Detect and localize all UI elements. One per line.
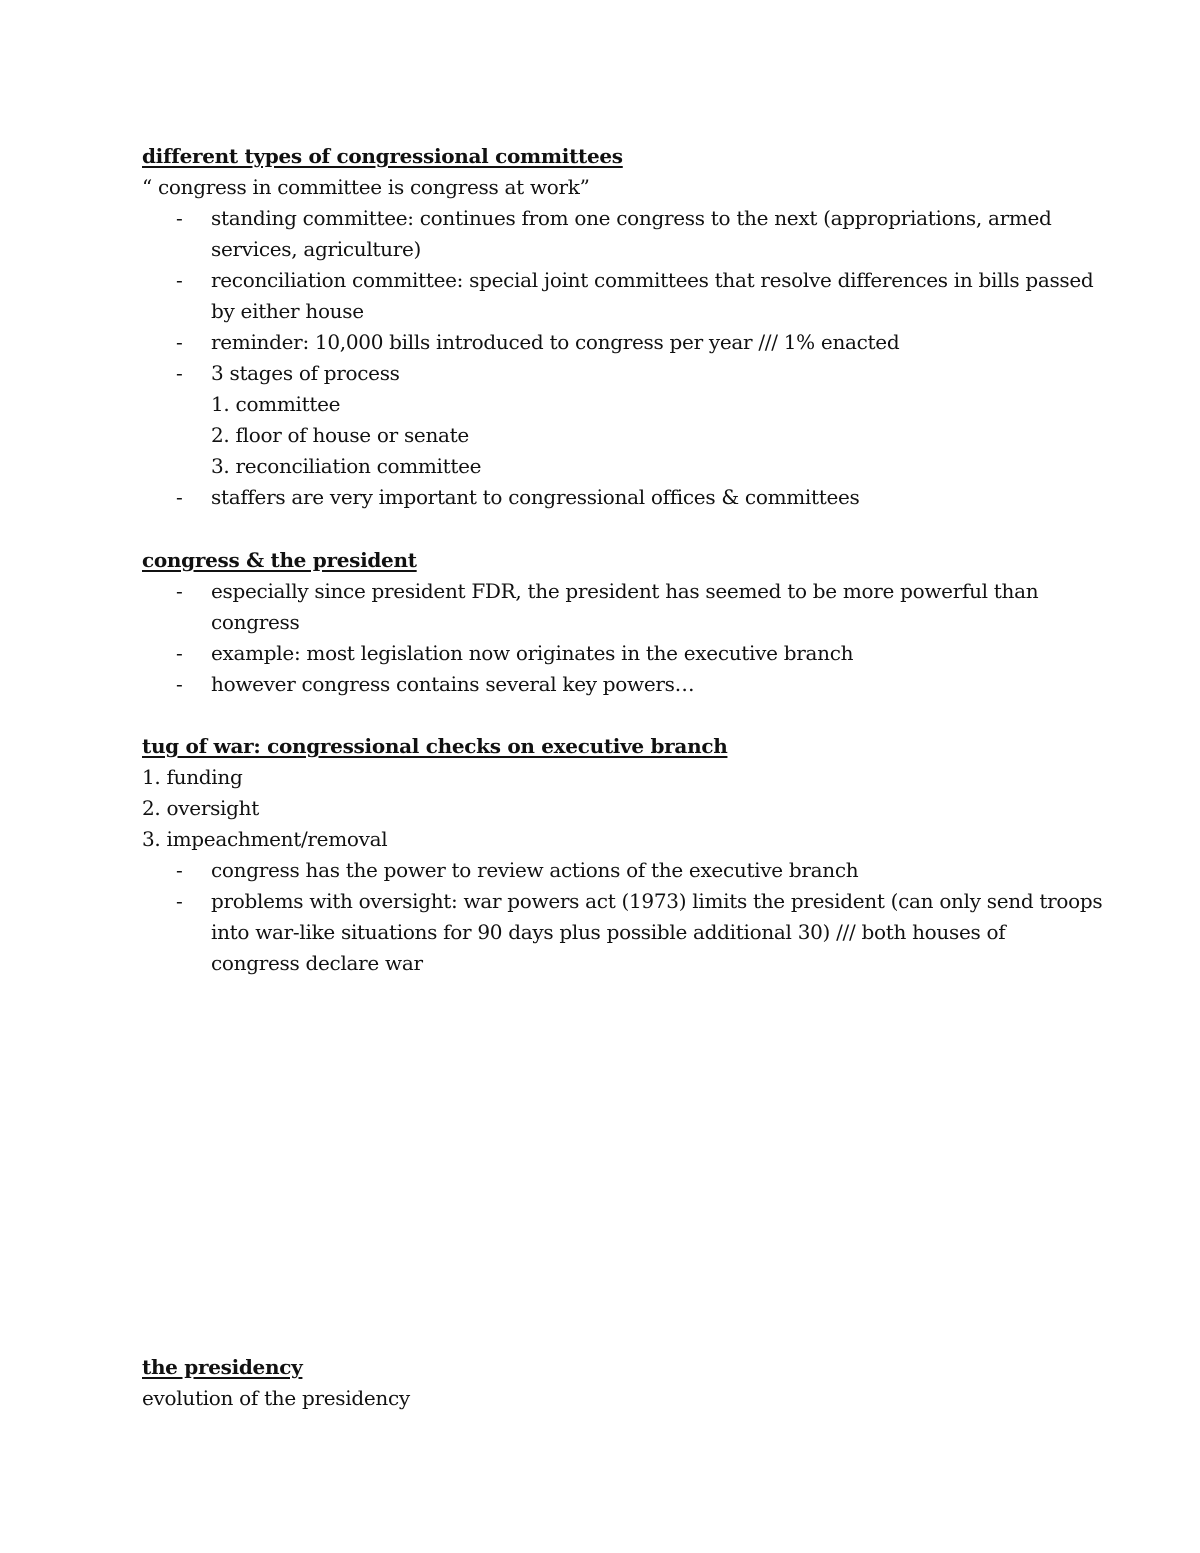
bullet-line: congress has the power to review actions of the executive branch (211, 858, 859, 882)
presidency-subtitle: evolution of the presidency (142, 1386, 410, 1410)
bullet-line: standing committee: continues from one congress to the next (appropriations, armed (211, 206, 1052, 230)
section-heading-tug-of-war: tug of war: congressional checks on executive branch (142, 734, 728, 758)
bullet-line: by either house (211, 299, 364, 323)
section-heading-presidency: the presidency (142, 1355, 303, 1379)
bullet-line: into war-like situations for 90 days plus possible additional 30) /// both houses of (211, 920, 1006, 944)
bullet-line: congress declare war (211, 951, 423, 975)
bullet-dash: - (176, 889, 183, 913)
bullet-line: services, agriculture) (211, 237, 422, 261)
check-item: 3. impeachment/removal (142, 827, 388, 851)
bullet-dash: - (176, 206, 183, 230)
bullet-line: staffers are very important to congressional offices & committees (211, 485, 860, 509)
stage-item: 2. floor of house or senate (211, 423, 469, 447)
bullet-line: especially since president FDR, the president has seemed to be more powerful than (211, 579, 1039, 603)
bullet-dash: - (176, 330, 183, 354)
committees-quote: “ congress in committee is congress at work” (142, 175, 590, 199)
stage-item: 3. reconciliation committee (211, 454, 482, 478)
bullet-dash: - (176, 579, 183, 603)
bullet-dash: - (176, 641, 183, 665)
bullet-line: example: most legislation now originates in the executive branch (211, 641, 854, 665)
bullet-line: problems with oversight: war powers act (1973) limits the president (can only send troops (211, 889, 1103, 913)
bullet-dash: - (176, 268, 183, 292)
section-heading-committees: different types of congressional committees (142, 144, 623, 168)
bullet-line: however congress contains several key powers… (211, 672, 695, 696)
bullet-line: congress (211, 610, 300, 634)
bullet-dash: - (176, 672, 183, 696)
bullet-dash: - (176, 485, 183, 509)
bullet-line: reconciliation committee: special joint committees that resolve differences in bills passed (211, 268, 1094, 292)
section-heading-president: congress & the president (142, 548, 417, 572)
stage-item: 1. committee (211, 392, 341, 416)
bullet-dash: - (176, 858, 183, 882)
check-item: 1. funding (142, 765, 243, 789)
bullet-dash: - (176, 361, 183, 385)
bullet-line: reminder: 10,000 bills introduced to congress per year /// 1% enacted (211, 330, 900, 354)
bullet-line: 3 stages of process (211, 361, 400, 385)
check-item: 2. oversight (142, 796, 259, 820)
